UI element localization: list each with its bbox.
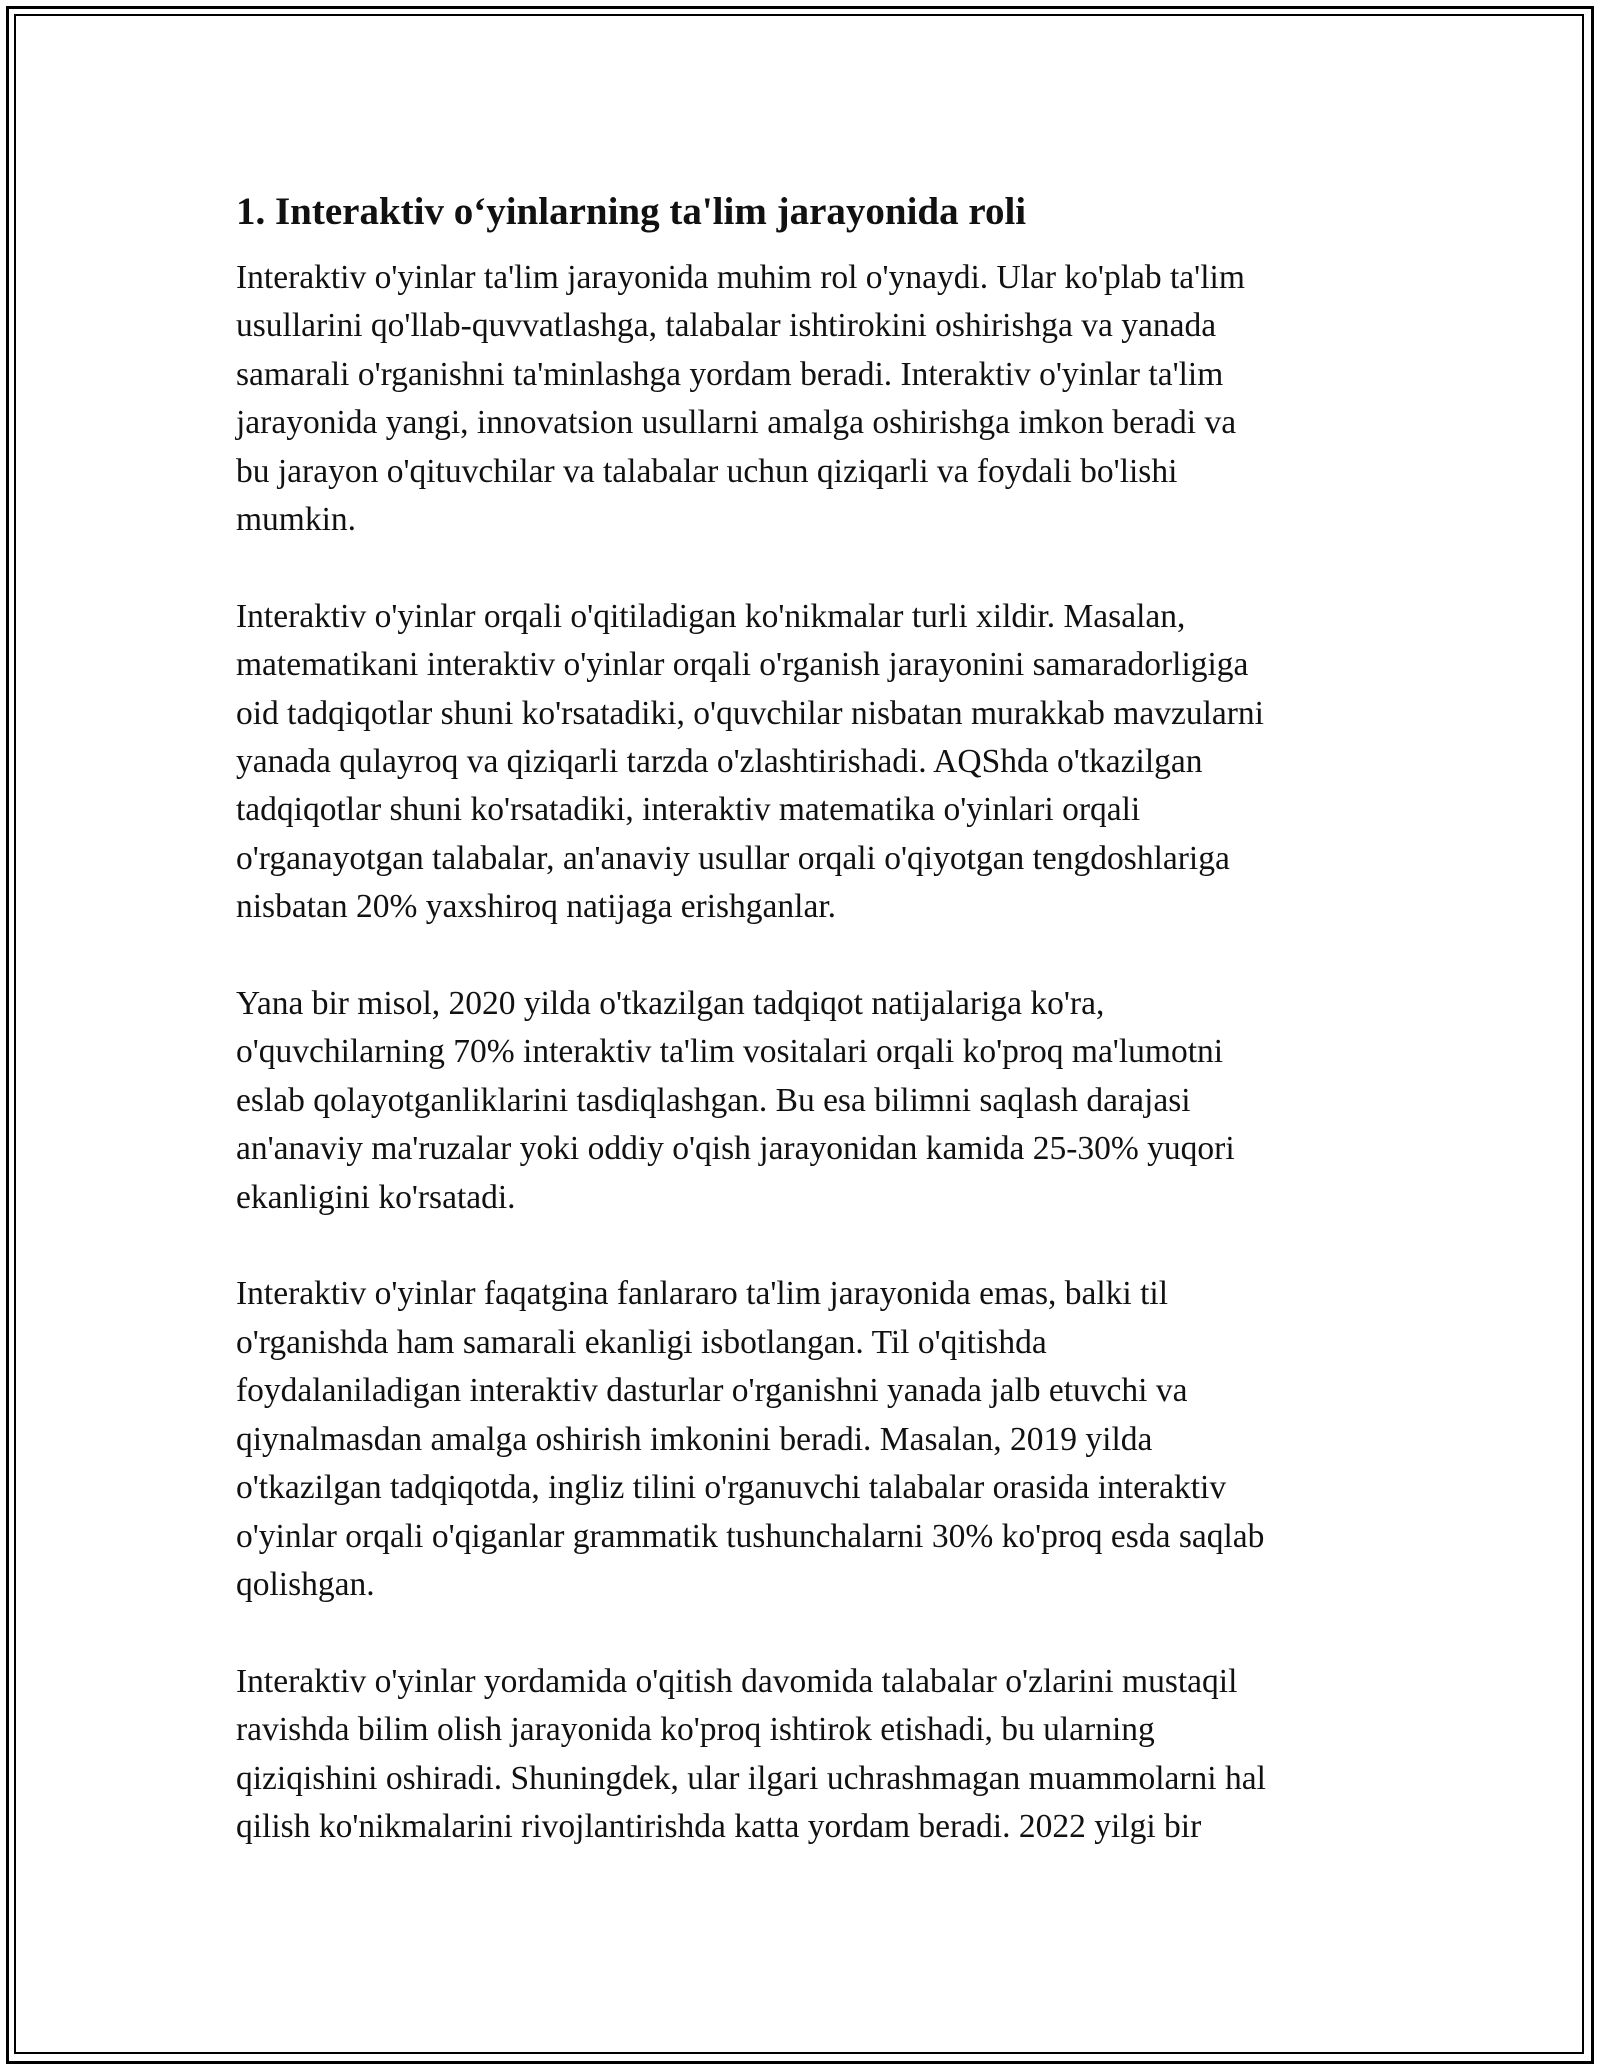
paragraph-line: o'tkazilgan tadqiqotda, ingliz tilini o'rganuvchi talabalar orasida interaktiv <box>236 1469 1227 1507</box>
paragraph-line: matematikani interaktiv o'yinlar orqali o'rganish jarayonini samaradorligiga <box>236 646 1249 684</box>
paragraph-line: usullarini qo'llab-quvvatlashga, talabalar ishtirokini oshirishga va yanada <box>236 307 1217 345</box>
paragraph-line: mumkin. <box>236 501 357 539</box>
paragraph-2 <box>236 593 1372 932</box>
paragraph-line: samarali o'rganishni ta'minlashga yordam beradi. Interaktiv o'yinlar ta'lim <box>236 355 1224 393</box>
paragraph-line: bu jarayon o'qituvchilar va talabalar uchun qiziqarli va foydali bo'lishi <box>236 452 1178 490</box>
paragraph-line: an'anaviy ma'ruzalar yoki oddiy o'qish jarayonidan kamida 25-30% yuqori <box>236 1130 1235 1168</box>
paragraph-line: o'rganishda ham samarali ekanligi isbotlangan. Til o'qitishda <box>236 1323 1047 1361</box>
paragraph-line: oid tadqiqotlar shuni ko'rsatadiki, o'quvchilar nisbatan murakkab mavzularni <box>236 694 1264 732</box>
paragraph-line: qolishgan. <box>236 1565 375 1603</box>
paragraph-line: qilish ko'nikmalarini rivojlantirishda katta yordam beradi. 2022 yilgi bir <box>236 1807 1202 1845</box>
paragraph-line: tadqiqotlar shuni ko'rsatadiki, interaktiv matematika o'yinlari orqali <box>236 791 1141 829</box>
paragraph-4 <box>236 1270 1372 1609</box>
paragraph-line: foydalaniladigan interaktiv dasturlar o'rganishni yanada jalb etuvchi va <box>236 1372 1188 1410</box>
paragraph-line: eslab qolayotganliklarini tasdiqlashgan. Bu esa bilimni saqlash darajasi <box>236 1081 1191 1119</box>
document-body <box>236 184 1372 1900</box>
section-heading: 1. Interaktiv o‘yinlarning ta'lim jarayonida roli <box>236 190 1027 233</box>
paragraph-line: nisbatan 20% yaxshiroq natijaga erishganlar. <box>236 888 837 926</box>
paragraph-line: Interaktiv o'yinlar ta'lim jarayonida muhim rol o'ynaydi. Ular ko'plab ta'lim <box>236 259 1245 296</box>
paragraph-line: qiynalmasdan amalga oshirish imkonini beradi. Masalan, 2019 yilda <box>236 1420 1153 1458</box>
paragraph-line: o'yinlar orqali o'qiganlar grammatik tushunchalarni 30% ko'proq esda saqlab <box>236 1517 1265 1555</box>
paragraph-line: o'quvchilarning 70% interaktiv ta'lim vositalari orqali ko'proq ma'lumotni <box>236 1033 1224 1071</box>
paragraph-line: Interaktiv o'yinlar faqatgina fanlararo ta'lim jarayonida emas, balki til <box>236 1275 1169 1313</box>
paragraph-5 <box>236 1658 1372 1852</box>
paragraph-1 <box>236 254 1372 544</box>
paragraph-line: qiziqishini oshiradi. Shuningdek, ular ilgari uchrashmagan muammolarni hal <box>236 1759 1266 1797</box>
paragraph-line: o'rganayotgan talabalar, an'anaviy usullar orqali o'qiyotgan tengdoshlariga <box>236 839 1230 877</box>
paragraph-line: jarayonida yangi, innovatsion usullarni amalga oshirishga imkon beradi va <box>236 404 1237 442</box>
paragraph-3 <box>236 980 1372 1222</box>
paragraph-line: yanada qulayroq va qiziqarli tarzda o'zlashtirishadi. AQShda o'tkazilgan <box>236 743 1203 781</box>
paragraph-line: ekanligini ko'rsatadi. <box>236 1178 516 1216</box>
paragraph-line: Interaktiv o'yinlar yordamida o'qitish davomida talabalar o'zlarini mustaqil <box>236 1662 1238 1700</box>
paragraph-line: ravishda bilim olish jarayonida ko'proq ishtirok etishadi, bu ularning <box>236 1711 1155 1749</box>
paragraph-line: Interaktiv o'yinlar orqali o'qitiladigan ko'nikmalar turli xildir. Masalan, <box>236 597 1186 635</box>
paragraph-line: Yana bir misol, 2020 yilda o'tkazilgan tadqiqot natijalariga ko'ra, <box>236 985 1105 1023</box>
